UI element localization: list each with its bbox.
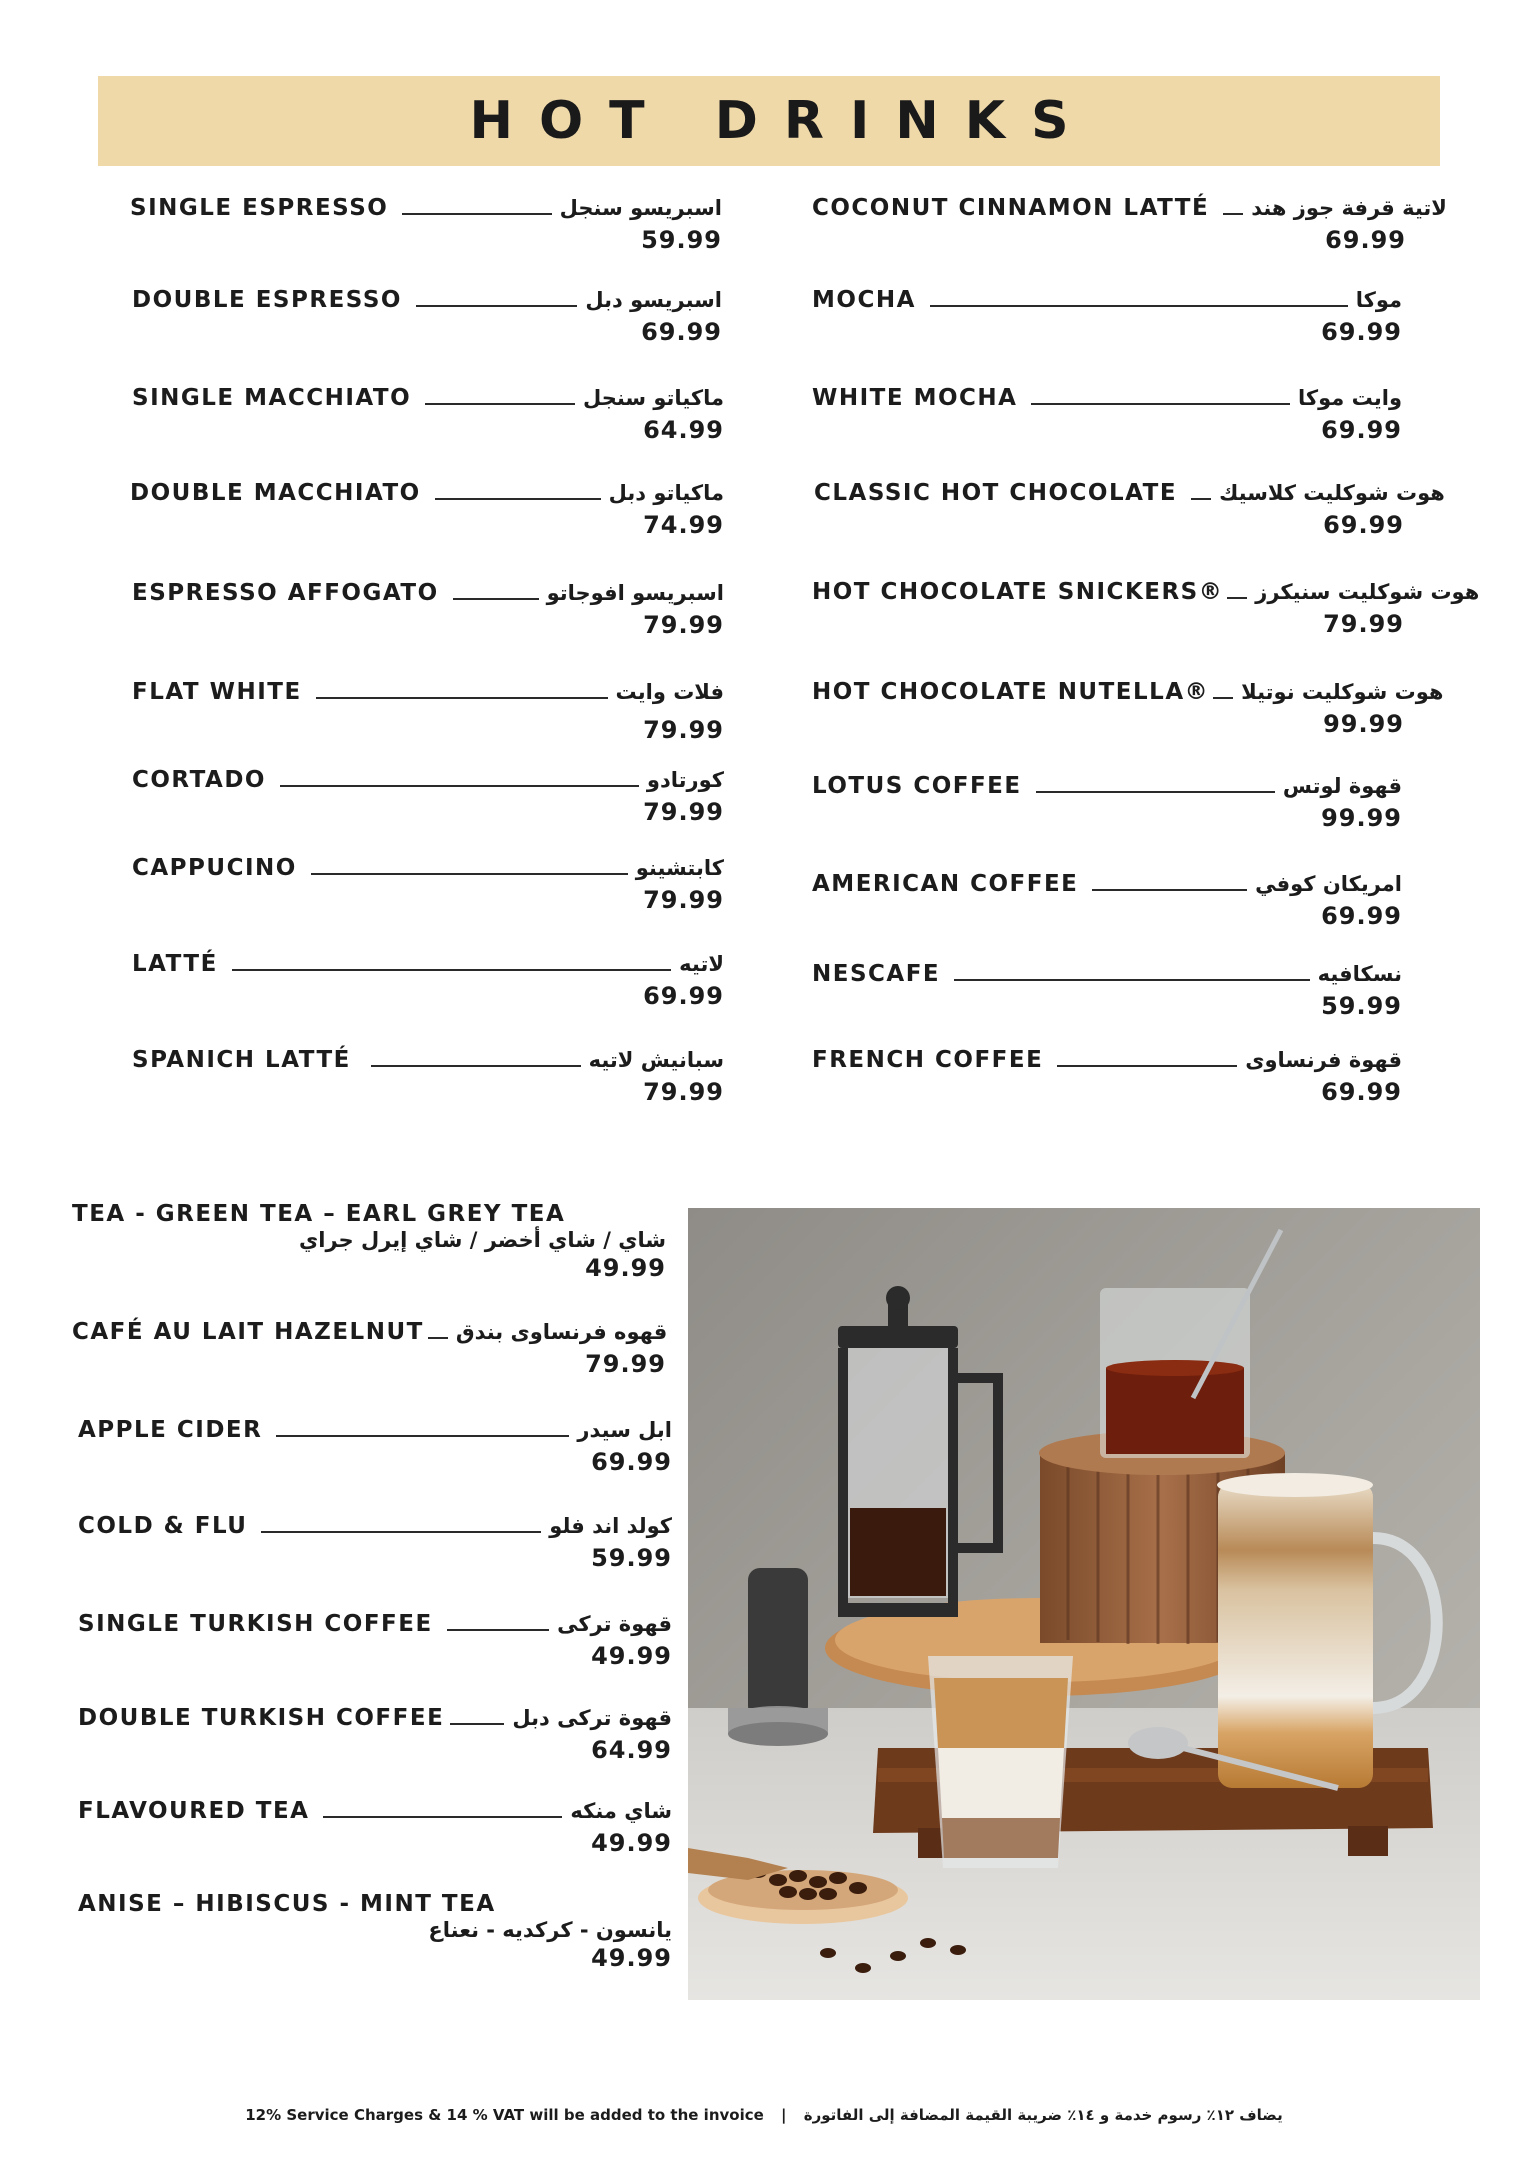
menu-item <box>78 1702 672 1772</box>
menu-item <box>132 948 724 1018</box>
item-price: 69.99 <box>1325 226 1406 254</box>
item-name: CORTADO <box>132 767 266 793</box>
item-name: COCONUT CINNAMON LATTÉ <box>812 195 1210 221</box>
drinks-photo-illustration <box>688 1208 1480 2000</box>
item-name-arabic: شاي / شاي أخضر / شاي إيرل جراي <box>299 1228 666 1252</box>
item-name: COLD & FLU <box>78 1513 248 1539</box>
leader-line <box>1036 791 1275 793</box>
menu-item <box>132 382 724 452</box>
menu-item <box>812 382 1402 452</box>
menu-item <box>132 764 724 834</box>
item-name-arabic: لاتيه <box>679 952 724 976</box>
item-price: 59.99 <box>1321 992 1402 1020</box>
item-price: 49.99 <box>591 1829 672 1857</box>
item-price: 79.99 <box>585 1350 666 1378</box>
item-name: FRENCH COFFEE <box>812 1047 1044 1073</box>
drinks-photo <box>688 1208 1480 2000</box>
item-name-arabic: هوت شوكليت كلاسيك <box>1219 481 1445 505</box>
item-price: 49.99 <box>591 1944 672 1972</box>
menu-item <box>78 1510 672 1580</box>
item-name: DOUBLE TURKISH COFFEE <box>78 1705 445 1731</box>
item-name: TEA - GREEN TEA – EARL GREY TEA <box>72 1201 566 1227</box>
item-price: 99.99 <box>1321 804 1402 832</box>
leader-line <box>323 1816 562 1818</box>
leader-line <box>954 979 1309 981</box>
leader-line <box>1227 597 1247 599</box>
leader-line <box>1092 889 1247 891</box>
item-price: 59.99 <box>591 1544 672 1572</box>
item-name-arabic: اسبريسو افوجاتو <box>546 581 724 605</box>
leader-line <box>1223 213 1243 215</box>
menu-item <box>130 477 724 547</box>
leader-line <box>280 785 639 787</box>
item-price: 69.99 <box>1321 1078 1402 1106</box>
item-name-arabic: لاتية قرفة جوز هند <box>1251 196 1447 220</box>
menu-item <box>814 477 1445 547</box>
leader-line <box>371 1065 581 1067</box>
menu-item <box>812 1044 1402 1114</box>
menu-item <box>132 1044 724 1114</box>
leader-line <box>450 1723 504 1725</box>
item-name-arabic: نسكافيه <box>1317 962 1402 986</box>
menu-item <box>812 676 1444 746</box>
item-name: SINGLE ESPRESSO <box>130 195 389 221</box>
leader-line <box>276 1435 569 1437</box>
leader-line <box>261 1531 541 1533</box>
item-name: CAFÉ AU LAIT HAZELNUT <box>72 1319 424 1345</box>
leader-line <box>232 969 671 971</box>
item-price: 64.99 <box>591 1736 672 1764</box>
item-price: 79.99 <box>643 886 724 914</box>
item-name-arabic: قهوة تركى <box>557 1612 672 1636</box>
item-name-arabic: اسبريسو سنجل <box>559 196 722 220</box>
item-price: 69.99 <box>1321 318 1402 346</box>
leader-line <box>1213 697 1233 699</box>
item-price: 69.99 <box>1321 902 1402 930</box>
item-name: MOCHA <box>812 287 916 313</box>
item-price: 64.99 <box>643 416 724 444</box>
footer-arabic: يضاف ١٢٪ رسوم خدمة و ١٤٪ ضريبة القيمة المضافة إلى الفاتورة <box>803 2106 1283 2124</box>
menu-item <box>132 577 724 647</box>
menu-item <box>132 852 724 922</box>
item-price: 74.99 <box>643 511 724 539</box>
item-price: 79.99 <box>643 1078 724 1106</box>
menu-item <box>812 284 1402 354</box>
item-price: 69.99 <box>591 1448 672 1476</box>
item-price: 69.99 <box>1323 511 1404 539</box>
item-name: DOUBLE ESPRESSO <box>132 287 402 313</box>
item-name: WHITE MOCHA <box>812 385 1018 411</box>
leader-line <box>435 498 601 500</box>
footer-separator: | <box>781 2106 787 2124</box>
menu-item <box>812 770 1402 840</box>
leader-line <box>316 697 608 699</box>
menu-item <box>812 192 1447 262</box>
item-price: 79.99 <box>643 798 724 826</box>
item-name-arabic: اسبريسو دبل <box>585 288 722 312</box>
item-price: 79.99 <box>1323 610 1404 638</box>
item-name-arabic: يانسون - كركديه - نعناع <box>428 1918 672 1942</box>
item-name-arabic: امريكان كوفي <box>1255 872 1402 896</box>
item-name: LOTUS COFFEE <box>812 773 1022 799</box>
menu-item <box>132 284 722 354</box>
item-name-arabic: كورتادو <box>646 768 724 792</box>
leader-line <box>453 598 539 600</box>
item-name-arabic: سبانيش لاتيه <box>588 1048 724 1072</box>
menu-item <box>78 1608 672 1678</box>
item-name: ANISE – HIBISCUS - MINT TEA <box>78 1891 496 1917</box>
item-name: ESPRESSO AFFOGATO <box>132 580 439 606</box>
menu-item <box>72 1316 666 1386</box>
menu-item <box>812 868 1402 938</box>
item-name: AMERICAN COFFEE <box>812 871 1079 897</box>
item-price: 69.99 <box>643 982 724 1010</box>
leader-line <box>416 305 577 307</box>
menu-item <box>78 1888 672 1978</box>
item-name-arabic: كولد اند فلو <box>549 1514 672 1538</box>
item-price: 79.99 <box>643 611 724 639</box>
item-name: FLAVOURED TEA <box>78 1798 310 1824</box>
leader-line <box>1191 498 1211 500</box>
item-name-arabic: كابتشينو <box>635 856 724 880</box>
footer-english: 12% Service Charges & 14 % VAT will be added to the invoice <box>245 2106 764 2124</box>
title-banner <box>98 76 1440 166</box>
menu-item <box>78 1795 672 1865</box>
menu-item <box>72 1198 666 1288</box>
item-name-arabic: فلات وايت <box>615 680 724 704</box>
item-name-arabic: قهوة فرنساوى <box>1245 1048 1402 1072</box>
item-name-arabic: وايت موكا <box>1298 386 1402 410</box>
item-name-arabic: ابل سيدر <box>577 1418 672 1442</box>
item-price: 49.99 <box>591 1642 672 1670</box>
item-name: CLASSIC HOT CHOCOLATE <box>814 480 1178 506</box>
item-name: LATTÉ <box>132 951 218 977</box>
menu-item <box>78 1414 672 1484</box>
leader-line <box>1057 1065 1237 1067</box>
item-price: 69.99 <box>641 318 722 346</box>
leader-line <box>402 213 551 215</box>
item-name-arabic: قهوه فرنساوى بندق <box>455 1320 668 1344</box>
item-name: SINGLE MACCHIATO <box>132 385 412 411</box>
item-name: FLAT WHITE <box>132 679 302 705</box>
item-name: SPANICH LATTÉ <box>132 1047 351 1073</box>
footer-note <box>0 2106 1528 2124</box>
item-name-arabic: موكا <box>1355 288 1402 312</box>
item-price: 79.99 <box>643 716 724 744</box>
item-name-arabic: هوت شوكليت نوتيلا <box>1241 680 1444 704</box>
item-price: 49.99 <box>585 1254 666 1282</box>
leader-line <box>930 305 1348 307</box>
item-name: DOUBLE MACCHIATO <box>130 480 421 506</box>
leader-line <box>447 1629 549 1631</box>
item-price: 69.99 <box>1321 416 1402 444</box>
item-name-arabic: قهوة تركى دبل <box>512 1706 672 1730</box>
item-price: 99.99 <box>1323 710 1404 738</box>
item-name: APPLE CIDER <box>78 1417 263 1443</box>
item-name: SINGLE TURKISH COFFEE <box>78 1611 433 1637</box>
item-name-arabic: قهوة لوتس <box>1282 774 1402 798</box>
item-price: 59.99 <box>641 226 722 254</box>
item-name: CAPPUCINO <box>132 855 297 881</box>
item-name: HOT CHOCOLATE SNICKERS® <box>812 579 1224 605</box>
item-name-arabic: ماكياتو سنجل <box>582 386 724 410</box>
leader-line <box>1031 403 1290 405</box>
menu-item <box>132 676 724 746</box>
menu-item <box>812 576 1480 646</box>
item-name: HOT CHOCOLATE NUTELLA® <box>812 679 1210 705</box>
menu-item <box>812 958 1402 1028</box>
item-name: NESCAFE <box>812 961 941 987</box>
leader-line <box>425 403 575 405</box>
leader-line <box>428 1337 448 1339</box>
item-name-arabic: هوت شوكليت سنيكرز <box>1255 580 1480 604</box>
item-name-arabic: شاي منكه <box>570 1799 672 1823</box>
item-name-arabic: ماكياتو دبل <box>608 481 724 505</box>
page-title: HOT DRINKS <box>469 91 1095 151</box>
leader-line <box>311 873 628 875</box>
menu-item <box>130 192 722 262</box>
